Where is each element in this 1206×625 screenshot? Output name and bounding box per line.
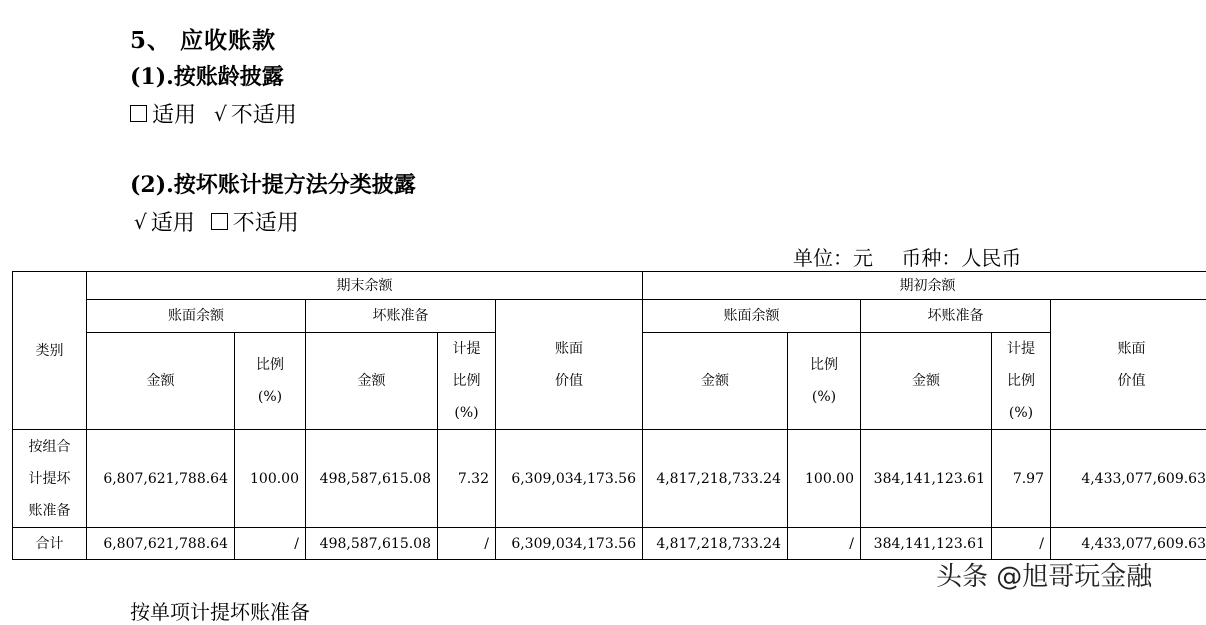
aging-option-not-applicable-label: 不适用 — [231, 98, 297, 129]
begin-bad-debt-cell: 384,141,123.61 — [861, 528, 992, 560]
end-bad-debt-header: 坏账准备 — [306, 300, 496, 333]
end-provision-ratio-header: 计提 比例 (%) — [438, 333, 496, 430]
bad-debt-options — [134, 206, 299, 237]
end-bad-debt-cell: 498,587,615.08 — [306, 528, 438, 560]
begin-provision-ratio-cell: 7.97 — [992, 430, 1051, 528]
row-category: 合计 — [13, 528, 87, 560]
subsection-aging-title: (1).按账龄披露 — [130, 60, 284, 91]
begin-provision-ratio-cell: / — [992, 528, 1051, 560]
end-book-balance-header: 账面余额 — [87, 300, 306, 333]
watermark: 头条 @旭哥玩金融 — [936, 556, 1152, 593]
end-ratio-cell: / — [235, 528, 306, 560]
bad-debt-option-applicable-label: 适用 — [151, 206, 195, 237]
begin-ratio-header: 比例 (%) — [788, 333, 861, 430]
end-amount-cell: 6,807,621,788.64 — [87, 430, 235, 528]
aging-option-applicable — [130, 98, 196, 129]
end-provision-ratio-cell: 7.32 — [438, 430, 496, 528]
bad-debt-option-not-applicable-label: 不适用 — [233, 206, 299, 237]
table-row-total — [13, 528, 1206, 560]
end-book-value-header: 账面 价值 — [496, 300, 643, 430]
aging-options — [130, 98, 297, 129]
section-title: 5、 应收账款 — [130, 22, 276, 55]
checkbox-empty-icon — [211, 213, 228, 230]
begin-ratio-cell: 100.00 — [788, 430, 861, 528]
begin-amount-header: 金额 — [643, 333, 788, 430]
begin-bad-debt-cell: 384,141,123.61 — [861, 430, 992, 528]
subsection-bad-debt-title: (2).按坏账计提方法分类披露 — [130, 168, 416, 199]
period-end-header: 期末余额 — [87, 272, 643, 300]
begin-amount-cell: 4,817,218,733.24 — [643, 430, 788, 528]
end-amount-header: 金额 — [87, 333, 235, 430]
end-provision-ratio-cell: / — [438, 528, 496, 560]
end-ratio-header: 比例 (%) — [235, 333, 306, 430]
checkmark-icon: √ — [214, 102, 227, 126]
end-bad-debt-amount-header: 金额 — [306, 333, 438, 430]
aging-option-not-applicable — [214, 98, 297, 129]
bad-debt-option-not-applicable — [211, 206, 299, 237]
begin-book-value-header: 账面 价值 — [1051, 300, 1206, 430]
unit-currency-note — [793, 242, 1025, 271]
table-row — [13, 430, 1206, 528]
end-book-value-cell: 6,309,034,173.56 — [496, 528, 643, 560]
begin-bad-debt-amount-header: 金额 — [861, 333, 992, 430]
begin-book-value-cell: 4,433,077,609.63 — [1051, 430, 1206, 528]
aging-option-applicable-label: 适用 — [152, 98, 196, 129]
begin-amount-cell: 4,817,218,733.24 — [643, 528, 788, 560]
checkbox-empty-icon — [130, 105, 147, 122]
unit-label: 单位：元 — [793, 246, 873, 270]
begin-ratio-cell: / — [788, 528, 861, 560]
end-bad-debt-cell: 498,587,615.08 — [306, 430, 438, 528]
checkmark-icon: √ — [134, 210, 147, 234]
begin-book-balance-header: 账面余额 — [643, 300, 861, 333]
receivables-table — [12, 271, 1206, 560]
begin-bad-debt-header: 坏账准备 — [861, 300, 1051, 333]
end-ratio-cell: 100.00 — [235, 430, 306, 528]
currency-label: 币种：人民币 — [901, 246, 1021, 270]
period-begin-header: 期初余额 — [643, 272, 1206, 300]
footer-text: 按单项计提坏账准备 — [130, 596, 310, 625]
end-amount-cell: 6,807,621,788.64 — [87, 528, 235, 560]
category-header: 类别 — [13, 272, 87, 430]
end-book-value-cell: 6,309,034,173.56 — [496, 430, 643, 528]
bad-debt-option-applicable — [134, 206, 195, 237]
begin-provision-ratio-header: 计提 比例 (%) — [992, 333, 1051, 430]
row-category: 按组合 计提坏 账准备 — [13, 430, 87, 528]
begin-book-value-cell: 4,433,077,609.63 — [1051, 528, 1206, 560]
